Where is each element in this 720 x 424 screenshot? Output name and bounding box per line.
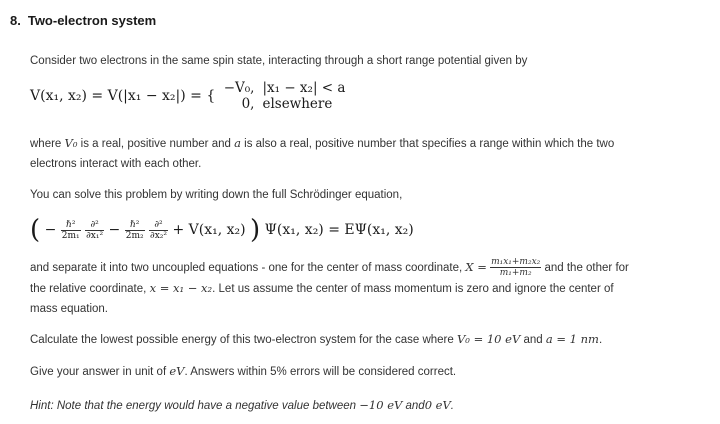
where-text-1: where <box>30 138 62 150</box>
hint-paragraph <box>30 395 454 416</box>
answer-text-1: Give your answer in unit of <box>30 366 167 378</box>
calculate-text: Calculate the lowest possible energy of this two-electron system for the case where <box>30 334 454 346</box>
solve-paragraph: You can solve this problem by writing down the full Schrödinger equation, <box>30 189 403 201</box>
com-numerator: m₁x₁+m₂x₂ <box>491 257 541 268</box>
question-title: Two-electron system <box>27 13 157 28</box>
hint-and: and <box>405 400 425 412</box>
open-paren: ( <box>30 215 41 245</box>
intro-paragraph: Consider two electrons in the same spin state, interacting through a short range potential given by <box>30 55 528 67</box>
frac1-denominator: 2m₁ <box>61 230 80 241</box>
minus-sign-1: − <box>44 222 57 238</box>
case2-condition: elsewhere <box>262 96 333 112</box>
frac2-denominator: ∂x₁² <box>86 230 104 241</box>
com-coordinate: X = <box>465 260 487 274</box>
separate-text-2: and the other for <box>544 262 629 274</box>
a-symbol: a <box>234 136 241 150</box>
answer-unit: eV <box>169 364 185 378</box>
fraction-hbar-m2 <box>125 220 145 241</box>
case1-value: −V₀, <box>223 80 255 96</box>
frac3-numerator: ℏ² <box>125 220 145 231</box>
separate-paragraph <box>30 257 710 319</box>
answer-text-2: . Answers within 5% errors will be considered correct. <box>184 366 457 378</box>
potential-term: + V(x₁, x₂) <box>172 222 246 238</box>
fraction-hbar-m1 <box>61 220 81 241</box>
calculate-period: . <box>598 334 603 346</box>
close-paren: ) <box>250 215 261 245</box>
question-heading <box>10 13 156 28</box>
where-text-2: is a real, positive number and <box>80 138 231 150</box>
v0-value: V₀ = 10 eV <box>457 332 521 346</box>
hint-high-value: 0 eV <box>424 398 451 412</box>
question-number: 8. <box>10 13 21 28</box>
fraction-partial-x1 <box>85 220 104 241</box>
case2-value: 0, <box>241 96 255 112</box>
separate-text-3: the relative coordinate, <box>30 283 147 296</box>
separate-text-1: and separate it into two uncoupled equations - one for the center of mass coordinate, <box>30 262 463 274</box>
frac4-denominator: ∂x₂² <box>150 230 167 241</box>
hint-low-value: −10 eV <box>359 398 403 412</box>
com-denominator: m₁+m₂ <box>499 268 532 279</box>
frac4-numerator: ∂² <box>149 220 168 231</box>
v0-symbol: V₀ <box>64 136 78 150</box>
calculate-and: and <box>523 334 543 346</box>
frac3-denominator: 2m₂ <box>125 230 144 241</box>
hint-period: . <box>450 400 454 412</box>
potential-lhs: V(x₁, x₂) = V(|x₁ − x₂|) = { <box>30 88 216 104</box>
com-fraction <box>490 257 541 278</box>
schrodinger-equation <box>30 215 414 245</box>
frac1-numerator: ℏ² <box>61 220 81 231</box>
a-value: a = 1 nm <box>545 332 599 346</box>
where-text-4: electrons interact with each other. <box>30 158 202 170</box>
separate-text-5: mass equation. <box>30 303 108 316</box>
where-paragraph <box>30 133 690 174</box>
frac2-numerator: ∂² <box>85 220 104 231</box>
hint-text: Hint: Note that the energy would have a negative value between <box>30 400 357 412</box>
case1-condition: |x₁ − x₂| < a <box>262 80 346 96</box>
relative-coordinate: x = x₁ − x₂ <box>149 281 213 296</box>
answer-paragraph <box>30 361 456 382</box>
fraction-partial-x2 <box>149 220 168 241</box>
minus-sign-2: − <box>108 222 121 238</box>
calculate-paragraph <box>30 329 602 350</box>
potential-cases <box>220 80 350 112</box>
where-text-3: is also a real, positive number that specifies a range within which the two <box>244 138 615 150</box>
equation-rhs: Ψ(x₁, x₂) = EΨ(x₁, x₂) <box>264 222 414 238</box>
separate-text-4: . Let us assume the center of mass momentum is zero and ignore the center of <box>212 283 614 296</box>
potential-equation <box>30 80 349 112</box>
